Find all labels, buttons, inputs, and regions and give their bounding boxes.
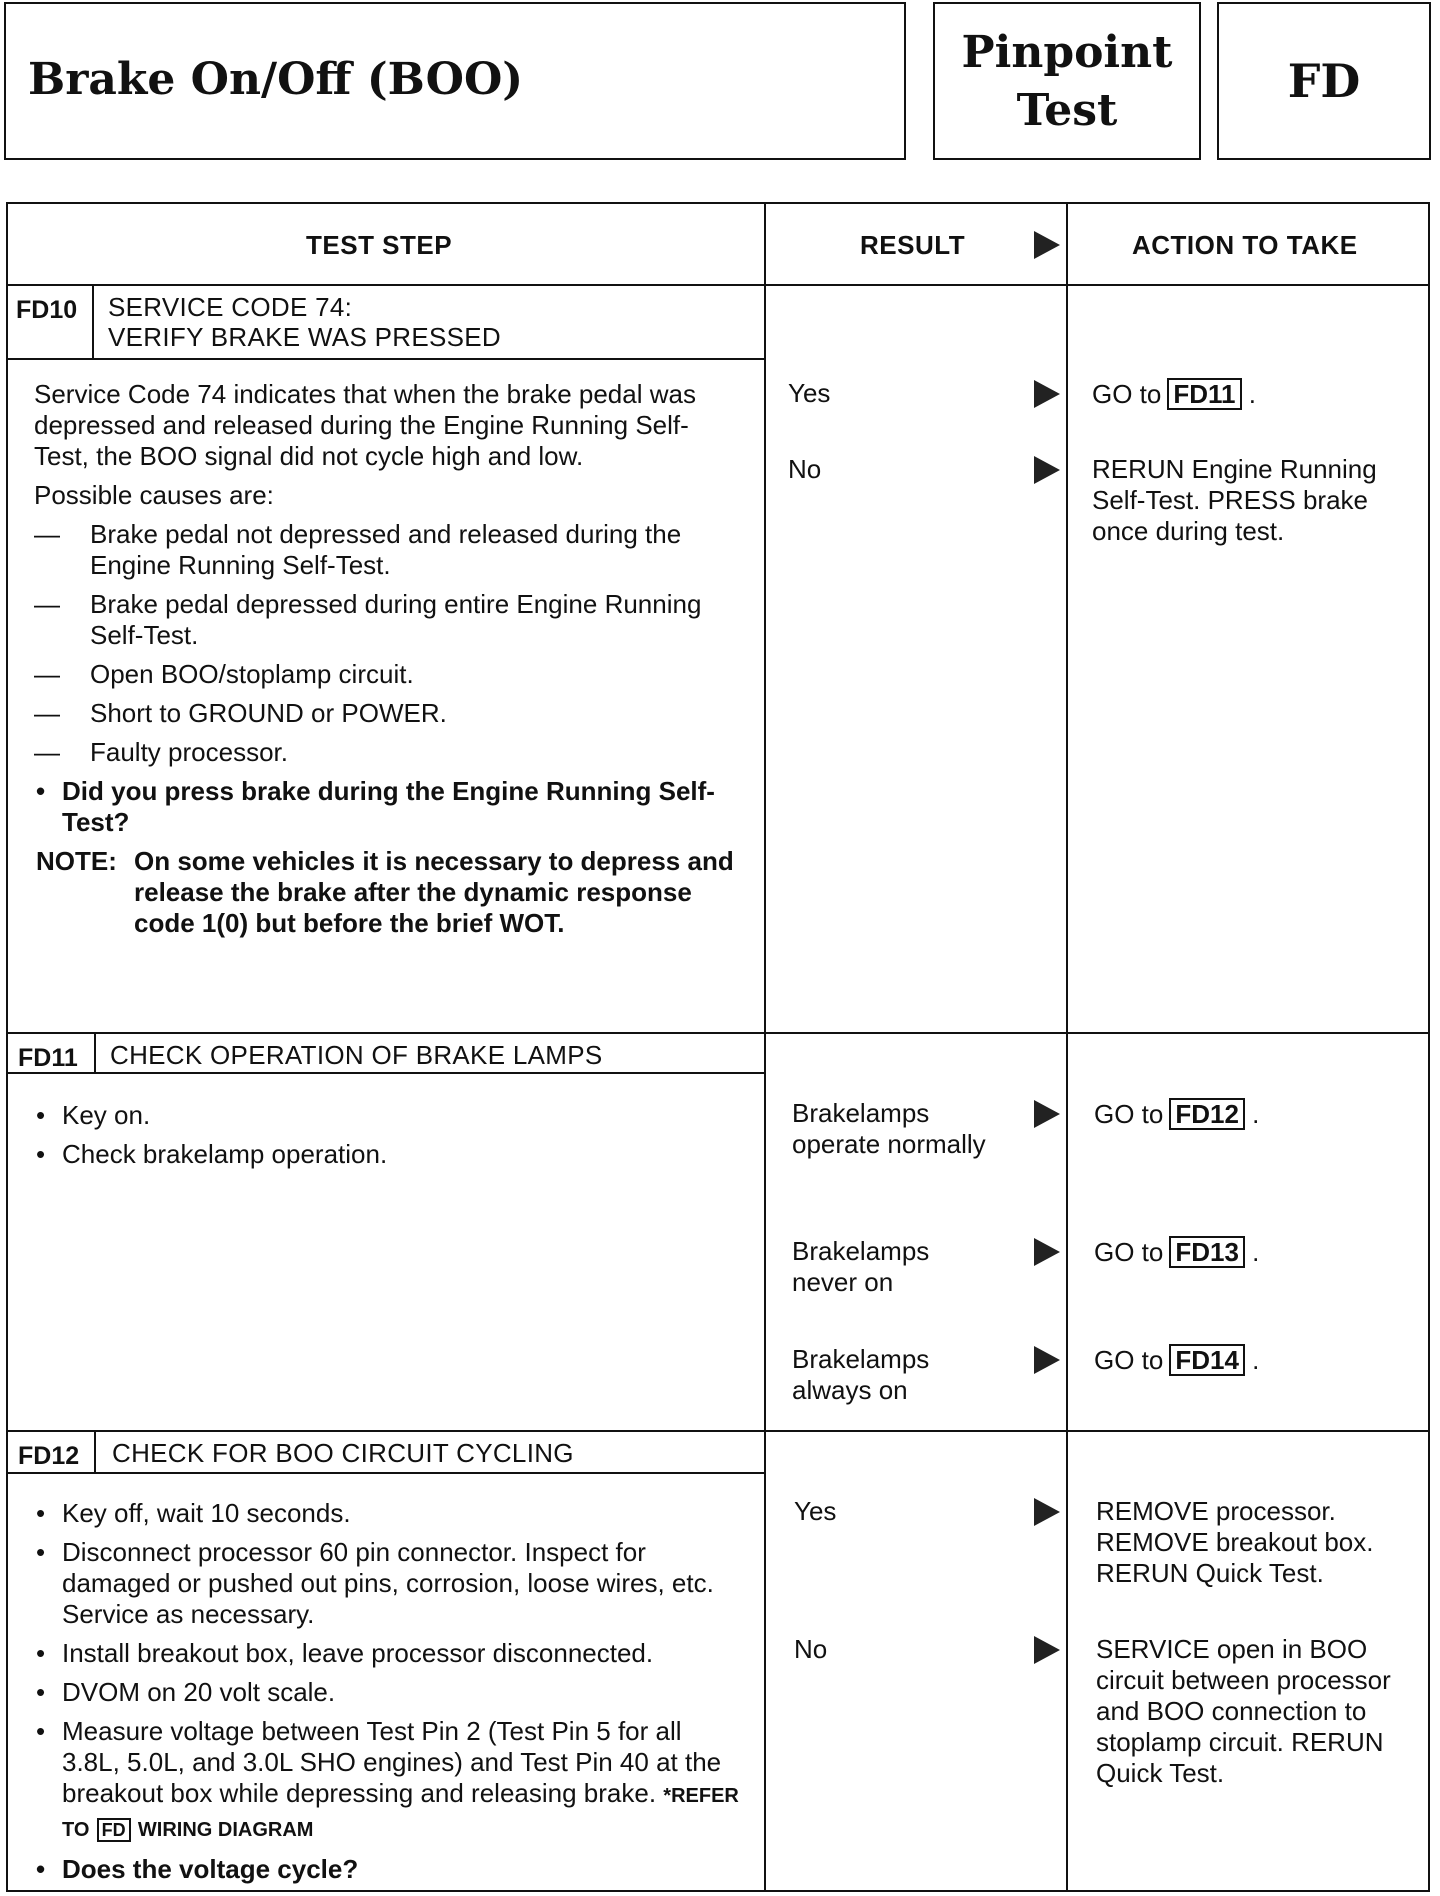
fd10-body	[34, 379, 734, 939]
fd10-intro: Service Code 74 indicates that when the brake pedal was depressed and released during the Engine Running Self-Test, the BOO signal did not cycle high and low.	[34, 379, 696, 471]
refer-suffix: WIRING DIAGRAM	[137, 1819, 314, 1841]
cause-item: — Faulty processor.	[34, 737, 734, 768]
fd12-body	[34, 1498, 746, 1885]
goto-step-ref[interactable]: FD13	[1169, 1236, 1245, 1268]
page-title: Brake On/Off (BOO)	[28, 54, 524, 105]
fd12-action-no: SERVICE open in BOO circuit between processor and BOO connection to stoplamp circuit. RERUN Quick Test.	[1096, 1634, 1391, 1788]
step-number-divider	[94, 1032, 96, 1074]
goto-step-ref[interactable]: FD11	[1167, 378, 1241, 410]
fd12-step: Measure voltage between Test Pin 2 (Test Pin 5 for all 3.8L, 5.0L, and 3.0L SHO engines) and Test Pin 40 at the breakout box while depressing and releasing brake.	[62, 1716, 722, 1808]
cause-item: — Short to GROUND or POWER.	[34, 698, 734, 729]
fd12-question: • Does the voltage cycle?	[34, 1854, 746, 1885]
action-prefix: GO to	[1094, 1345, 1164, 1375]
column-header-action: ACTION TO TAKE	[1132, 230, 1358, 260]
fd11-body	[34, 1100, 734, 1170]
test-type-line2: Test	[1016, 85, 1118, 136]
fd10-result-no: No	[788, 454, 822, 484]
fd10-note	[34, 846, 734, 939]
step-number-fd10: FD10	[16, 296, 78, 324]
fd12-step: • Disconnect processor 60 pin connector. Inspect for damaged or pushed out pins, corrosion, loose wires, etc. Service as necessary.	[34, 1537, 746, 1630]
step-title-fd11: CHECK OPERATION OF BRAKE LAMPS	[110, 1040, 603, 1070]
fd11-result-never-on: Brakelamps never on	[792, 1236, 930, 1297]
pinpoint-test-table	[6, 202, 1430, 1892]
fd12-step: • Key off, wait 10 seconds.	[34, 1498, 746, 1529]
test-type-box	[933, 2, 1201, 160]
column-divider-result	[764, 204, 766, 1890]
step-title-divider	[8, 358, 764, 360]
arrow-icon	[1034, 1636, 1060, 1664]
refer-prefix: *REFER TO	[62, 1785, 739, 1841]
action-suffix: .	[1252, 1099, 1260, 1129]
fd12-result-yes: Yes	[794, 1496, 837, 1526]
action-suffix: .	[1252, 1345, 1260, 1375]
action-prefix: GO to	[1094, 1099, 1164, 1129]
step-number-fd11: FD11	[18, 1044, 78, 1072]
arrow-icon	[1034, 1498, 1060, 1526]
goto-step-ref[interactable]: FD14	[1169, 1344, 1245, 1376]
action-prefix: GO to	[1094, 1237, 1164, 1267]
step-title-fd12: CHECK FOR BOO CIRCUIT CYCLING	[112, 1438, 574, 1468]
header-divider	[8, 284, 1428, 286]
fd11-action-always-on	[1094, 1344, 1259, 1376]
fd12-action-yes: REMOVE processor. REMOVE breakout box. RERUN Quick Test.	[1096, 1496, 1374, 1588]
note-text: On some vehicles it is necessary to depress and release the brake after the dynamic response code 1(0) but before the brief WOT.	[134, 846, 734, 938]
arrow-icon	[1034, 380, 1060, 408]
action-prefix: GO to	[1092, 379, 1162, 409]
test-code: FD	[1287, 54, 1361, 108]
step-divider	[8, 1032, 1428, 1034]
fd11-action-never-on	[1094, 1236, 1259, 1268]
fd10-action-no: RERUN Engine Running Self-Test. PRESS brake once during test.	[1092, 454, 1377, 546]
arrow-icon	[1034, 456, 1060, 484]
fd12-step: • Install breakout box, leave processor disconnected.	[34, 1638, 746, 1669]
refer-code[interactable]: FD	[97, 1818, 131, 1842]
step-number-fd12: FD12	[18, 1442, 80, 1470]
result-arrow-icon	[1034, 231, 1060, 259]
arrow-icon	[1034, 1100, 1060, 1128]
column-divider-action	[1066, 204, 1068, 1890]
action-suffix: .	[1248, 379, 1256, 409]
fd11-result-normal: Brakelamps operate normally	[792, 1098, 986, 1159]
fd12-step: • DVOM on 20 volt scale.	[34, 1677, 746, 1708]
step-title-fd10-line1: SERVICE CODE 74:	[108, 292, 353, 322]
title-box	[4, 2, 906, 160]
arrow-icon	[1034, 1238, 1060, 1266]
cause-item: — Brake pedal depressed during entire Engine Running Self-Test.	[34, 589, 734, 651]
step-number-divider	[92, 284, 94, 360]
step-title-divider	[8, 1472, 764, 1474]
fd10-causes-label: Possible causes are:	[34, 480, 274, 510]
fd10-question: • Did you press brake during the Engine Running Self-Test?	[34, 776, 734, 838]
fd10-result-yes: Yes	[788, 378, 831, 408]
fd11-result-always-on: Brakelamps always on	[792, 1344, 930, 1405]
step-title-divider	[8, 1072, 764, 1074]
cause-item: — Open BOO/stoplamp circuit.	[34, 659, 734, 690]
note-label: NOTE:	[36, 846, 117, 876]
action-suffix: .	[1252, 1237, 1260, 1267]
fd12-step-measure	[34, 1716, 746, 1846]
column-header-test-step: TEST STEP	[306, 230, 453, 260]
fd11-step: • Check brakelamp operation.	[34, 1139, 734, 1170]
test-type-line1: Pinpoint	[961, 27, 1173, 78]
cause-item: — Brake pedal not depressed and released during the Engine Running Self-Test.	[34, 519, 734, 581]
step-title-fd10-line2: VERIFY BRAKE WAS PRESSED	[108, 322, 501, 352]
step-divider	[8, 1430, 1428, 1432]
fd11-action-normal	[1094, 1098, 1259, 1130]
goto-step-ref[interactable]: FD12	[1169, 1098, 1245, 1130]
fd10-action-yes	[1092, 378, 1256, 410]
arrow-icon	[1034, 1346, 1060, 1374]
fd11-step: • Key on.	[34, 1100, 734, 1131]
fd12-result-no: No	[794, 1634, 828, 1664]
code-box	[1217, 2, 1431, 160]
step-number-divider	[94, 1430, 96, 1474]
column-header-result: RESULT	[860, 230, 966, 260]
